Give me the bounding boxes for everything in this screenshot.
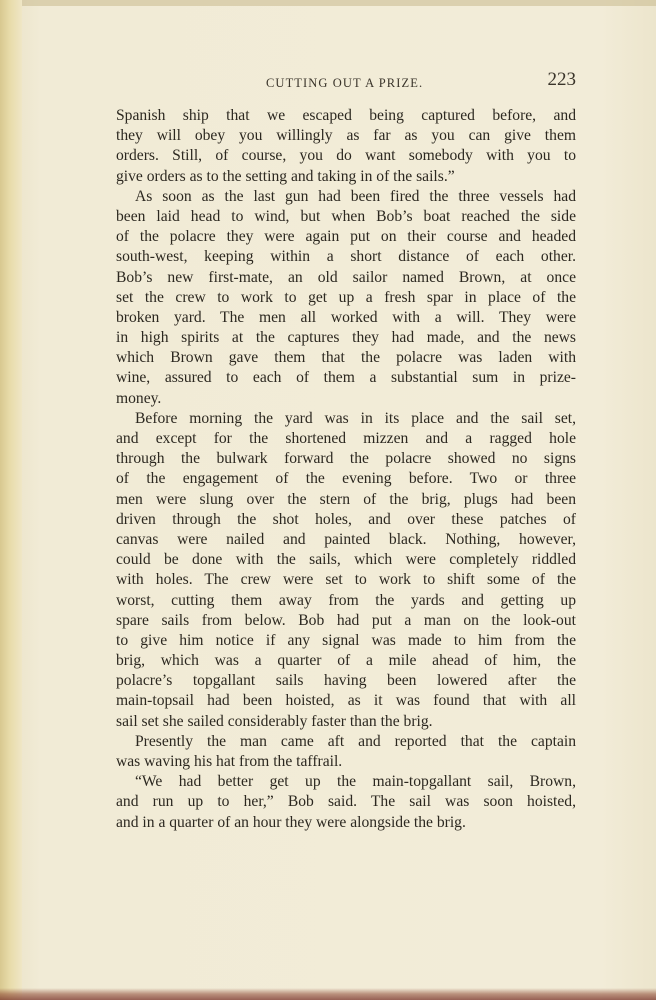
text-line: which Brown gave them that the polacre was laden with [116,349,576,367]
text-line: to give him notice if any signal was made to him from the [116,631,576,649]
text-line: of the engagement of the evening before. Two or three [116,470,576,488]
page-number: 223 [547,69,576,90]
text-line: give orders as to the setting and taking in of the sails.” [116,167,455,185]
text-line: broken yard. The men all worked with a will. They were [116,308,576,326]
text-line: could be done with the sails, which were completely riddled [116,551,576,569]
text-line: Spanish ship that we escaped being captured before, and [116,107,576,124]
text-line: south-west, keeping within a short distance of each other. [116,248,576,266]
text-line: they will obey you willingly as far as you can give them [116,127,576,145]
text-line: “We had better get up the main-topgallant sail, Brown, [135,773,576,791]
text-line: sail set she sailed considerably faster than the brig. [116,712,433,730]
text-line: in high spirits at the captures they had made, and the news [116,329,576,347]
text-line: been laid head to wind, but when Bob’s boat reached the side [116,207,576,225]
page-bottom-edge [0,988,656,1000]
text-line: and except for the shortened mizzen and a ragged hole [116,430,576,447]
text-line: worst, cutting them away from the yards and getting up [116,591,576,609]
text-line: of the polacre they were again put on their course and headed [116,228,576,246]
text-line: Presently the man came aft and reported that the captain [135,732,576,750]
text-line: orders. Still, of course, you do want somebody with you to [116,147,576,165]
page-gutter [0,0,22,1000]
running-head: CUTTING OUT A PRIZE. [266,76,424,90]
text-line: was waving his hat from the taffrail. [116,753,343,770]
page-header [116,68,576,98]
text-line: canvas were nailed and painted black. Nothing, however, [116,530,576,548]
body-text [116,106,576,833]
page-top-edge [0,0,656,6]
text-line: Bob’s new first-mate, an old sailor named Brown, at once [116,268,576,286]
text-line: As soon as the last gun had been fired the three vessels had [135,187,576,205]
text-line: brig, which was a quarter of a mile ahead of him, the [116,652,576,670]
text-line: spare sails from below. Bob had put a man on the look-out [116,611,576,629]
text-line: polacre’s topgallant sails having been lowered after the [116,672,576,690]
text-line: through the bulwark forward the polacre showed no signs [116,450,576,468]
text-line: and run up to her,” Bob said. The sail was soon hoisted, [116,793,576,811]
text-line: and in a quarter of an hour they were alongside the brig. [116,813,466,831]
text-line: set the crew to work to get up a fresh spar in place of the [116,288,576,306]
text-line: Before morning the yard was in its place and the sail set, [135,409,576,427]
text-line: driven through the shot holes, and over these patches of [116,510,576,528]
text-line: with holes. The crew were set to work to shift some of the [116,571,576,589]
text-line: main-topsail had been hoisted, as it was found that with all [116,692,576,710]
text-line: money. [116,389,162,407]
text-line: wine, assured to each of them a substantial sum in prize- [116,369,576,387]
text-line: men were slung over the stern of the brig, plugs had been [116,490,576,508]
